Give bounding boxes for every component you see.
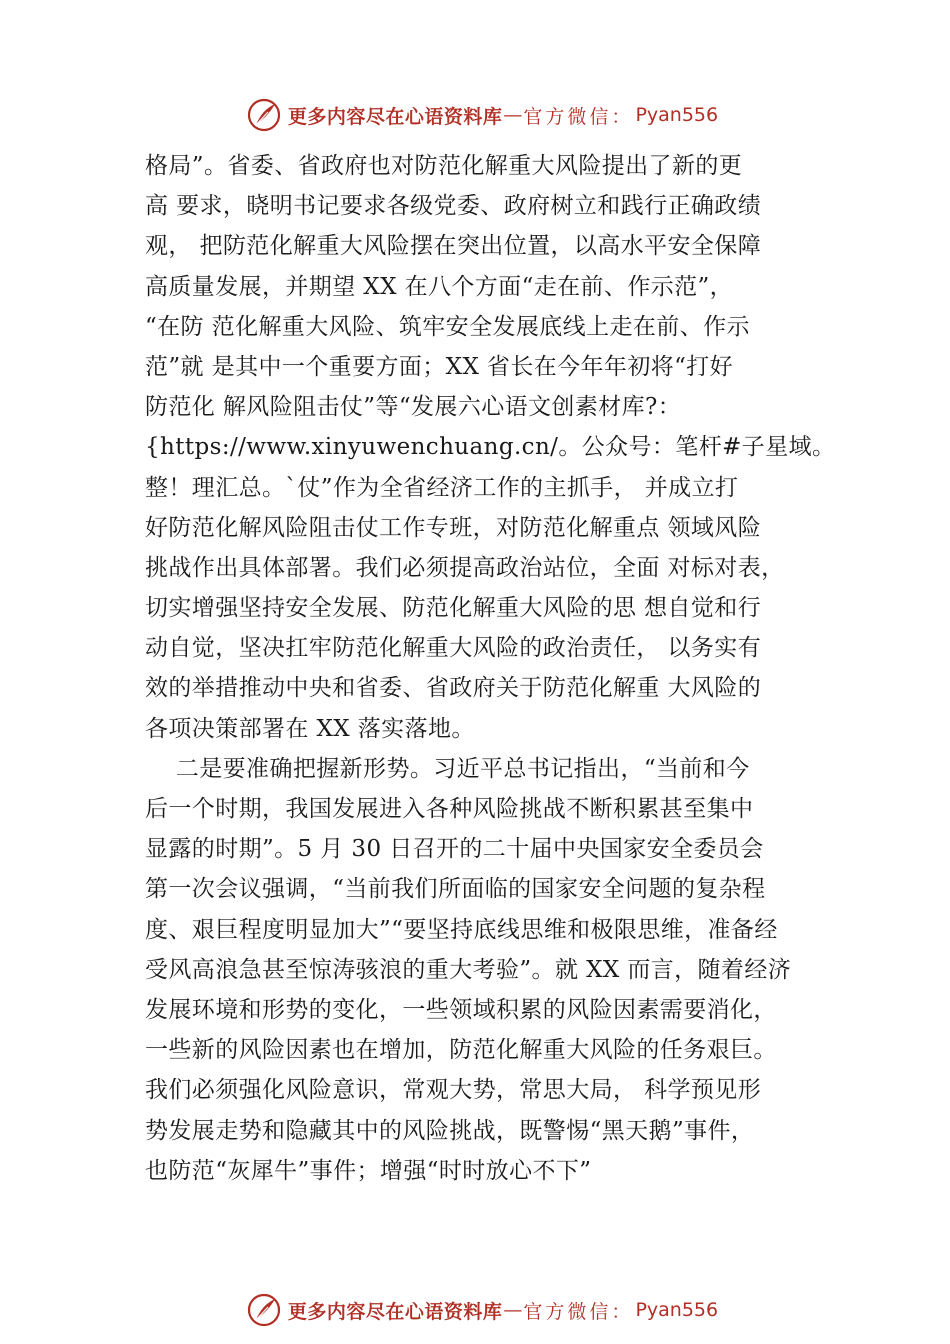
body-line: 观， 把防范化解重大风险摆在突出位置，以高水平安全保障 xyxy=(145,233,762,260)
body-line: 二是要准确把握新形势。习近平总书记指出，“当前和今 xyxy=(145,755,750,782)
body-line: 高质量发展，并期望 XX 在八个方面“走在前、作示范”， xyxy=(145,273,734,300)
body-line: 显露的时期”。5 月 30 日召开的二十届中央国家安全委员会 xyxy=(145,836,764,863)
footer-banner-title: 更多内容尽在心语资料库 xyxy=(287,1300,503,1323)
footer-banner-wechat-label: 官方微信： xyxy=(523,1300,634,1323)
header-banner-inner xyxy=(246,97,718,133)
body-line: 整！理汇总。`仗”作为全省经济工作的主抓手， 并成立打 xyxy=(145,474,739,501)
body-line: 格局”。省委、省政府也对防范化解重大风险提出了新的更 xyxy=(145,153,743,179)
body-line: 受风高浪急甚至惊涛骇浪的重大考验”。就 XX 而言，随着经济 xyxy=(145,956,792,983)
footer-banner-wechat-handle: Pyan556 xyxy=(635,1299,719,1321)
body-line: 防范化 解风险阻击仗”等“发展六心语文创素材库?： xyxy=(145,394,682,421)
body-line: 第一次会议强调，“当前我们所面临的国家安全问题的复杂程 xyxy=(145,876,766,903)
body-line: 效的举措推动中央和省委、省政府关于防范化解重 大风险的 xyxy=(145,675,762,702)
body-line: “在防 范化解重大风险、筑牢安全发展底线上走在前、作示 xyxy=(145,313,750,340)
body-line: 高 要求，晓明书记要求各级党委、政府树立和践行正确政绩 xyxy=(145,193,762,220)
body-line: 我们必须强化风险意识，常观大势，常思大局， 科学预见形 xyxy=(145,1077,762,1104)
body-line: 后一个时期，我国发展进入各种风险挑战不断积累甚至集中 xyxy=(145,796,754,822)
header-banner-wechat-label: 官方微信： xyxy=(523,105,634,128)
body-line: 切实增强坚持安全发展、防范化解重大风险的思 想自觉和行 xyxy=(145,595,762,622)
body-line: 动自觉，坚决扛牢防范化解重大风险的政治责任， 以务实有 xyxy=(145,635,762,662)
header-banner-dash: — xyxy=(503,104,523,126)
body-line: 好防范化解风险阻击仗工作专班，对防范化解重点 领域风险 xyxy=(145,514,762,541)
document-body xyxy=(145,146,845,1191)
feather-quill-logo-icon xyxy=(246,97,282,133)
feather-quill-logo-icon xyxy=(246,1292,282,1328)
body-line: {https://www.xinyuwenchuang.cn/。公众号：笔杆#子星域。 xyxy=(145,434,836,461)
header-banner-wechat-handle: Pyan556 xyxy=(635,104,719,126)
footer-banner-inner xyxy=(246,1292,718,1328)
body-line: 一些新的风险因素也在增加，防范化解重大风险的任务艰巨。 xyxy=(145,1037,777,1064)
body-line: 势发展走势和隐藏其中的风险挑战，既警惕“黑天鹅”事件， xyxy=(145,1117,755,1144)
header-banner-title: 更多内容尽在心语资料库 xyxy=(287,105,503,128)
header-banner xyxy=(0,95,950,135)
footer-banner-dash: — xyxy=(503,1299,523,1321)
body-line: 各项决策部署在 XX 落实落地。 xyxy=(145,715,475,742)
body-line: 挑战作出具体部署。我们必须提高政治站位，全面 对标对表， xyxy=(145,554,785,581)
body-line: 范”就 是其中一个重要方面；XX 省长在今年年初将“打好 xyxy=(145,353,734,380)
body-line: 度、艰巨程度明显加大”“要坚持底线思维和极限思维，准备经 xyxy=(145,916,778,943)
body-line: 也防范“灰犀牛”事件；增强“时时放心不下” xyxy=(145,1157,592,1184)
body-line: 发展环境和形势的变化，一些领域积累的风险因素需要消化， xyxy=(145,996,777,1023)
footer-banner xyxy=(0,1290,950,1330)
